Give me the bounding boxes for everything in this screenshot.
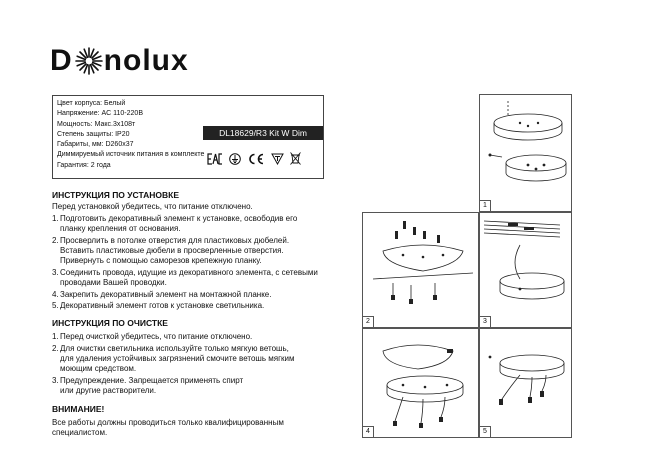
figure-4-drawing xyxy=(363,329,478,437)
figure-5-drawing xyxy=(480,329,571,437)
eac-icon xyxy=(207,153,223,165)
figure-panel-4 xyxy=(362,328,479,438)
spec-box xyxy=(52,95,324,179)
warning-title: ВНИМАНИЕ! xyxy=(52,404,105,414)
install-section xyxy=(52,202,337,313)
spec-list xyxy=(57,99,204,171)
cleaning-section xyxy=(52,332,337,398)
list-item: 2.Просверлить в потолке отверстия для пластиковых дюбелей. Вставить пластиковые дюбели в просверленные отверстия. Привернуть с помощью саморезов крепежную планку. xyxy=(52,235,290,266)
list-item: 5.Декоративный элемент готов к установке светильника. xyxy=(52,301,265,311)
triangle-mark-icon xyxy=(271,153,284,165)
warning-text: Все работы должны проводиться только квалифицированным специалистом. xyxy=(52,418,284,438)
list-item: 4.Закрепить декоративный элемент на монтажной планке. xyxy=(52,289,272,299)
install-steps xyxy=(52,214,337,312)
list-item: 1.Перед очисткой убедитесь, что питание отключено. xyxy=(52,332,253,341)
figure-label: 2 xyxy=(363,316,374,327)
figure-panels xyxy=(362,94,570,436)
figure-panel-2 xyxy=(362,212,479,328)
figure-label: 3 xyxy=(480,316,491,327)
list-item: 3.Предупреждение. Запрещается применять спирт или другие растворители. xyxy=(52,375,244,396)
ce-icon xyxy=(247,153,265,165)
figure-label: 1 xyxy=(480,200,491,211)
spec-item: Мощность: Макс.3x108т xyxy=(57,120,136,128)
brand-logo xyxy=(50,46,189,76)
install-title: ИНСТРУКЦИЯ ПО УСТАНОВКЕ xyxy=(52,190,180,200)
cleaning-steps xyxy=(52,332,337,396)
figure-panel-5 xyxy=(479,328,572,438)
starburst-icon xyxy=(75,47,103,75)
list-item: 3.Соединить провода, идущие из декоративного элемента, с сетевыми проводами Вашей проводки. xyxy=(52,267,318,287)
figure-panel-1 xyxy=(479,94,572,212)
spec-item: Гарантия: 2 года xyxy=(57,161,111,169)
logo-text: nolux xyxy=(103,44,189,77)
weee-bin-icon xyxy=(290,152,301,165)
list-item: 2.Для очистки светильника используйте только мягкую ветошь, для удаления устойчивых загрязнений смочите ветошь мягким моющим средством. xyxy=(52,343,295,374)
model-label: DL18629/R3 Kit W Dim xyxy=(203,126,323,140)
figure-3-drawing xyxy=(480,213,571,327)
figure-1-drawing xyxy=(480,95,571,211)
spec-item: Степень защиты: IP20 xyxy=(57,130,130,138)
figure-label: 4 xyxy=(363,426,374,437)
list-item: 1.Подготовить декоративный элемент к установке, освободив его планку крепления от основания. xyxy=(52,213,298,233)
cert-badges xyxy=(207,152,301,165)
install-intro: Перед установкой убедитесь, что питание отключено. xyxy=(52,202,253,211)
logo-letter-d: D xyxy=(50,44,73,77)
spec-item: Цвет корпуса: Белый xyxy=(57,100,126,107)
figure-2-drawing xyxy=(363,213,478,327)
spec-item: Напряжение: AC 110-220В xyxy=(57,110,143,118)
spec-item: Габариты, мм: D260x37 xyxy=(57,141,134,149)
ground-icon xyxy=(229,153,241,165)
figure-panel-3 xyxy=(479,212,572,328)
cleaning-title: ИНСТРУКЦИЯ ПО ОЧИСТКЕ xyxy=(52,318,168,328)
figure-label: 5 xyxy=(480,426,491,437)
spec-item: Диммируемый источник питания в комплекте xyxy=(57,151,205,159)
